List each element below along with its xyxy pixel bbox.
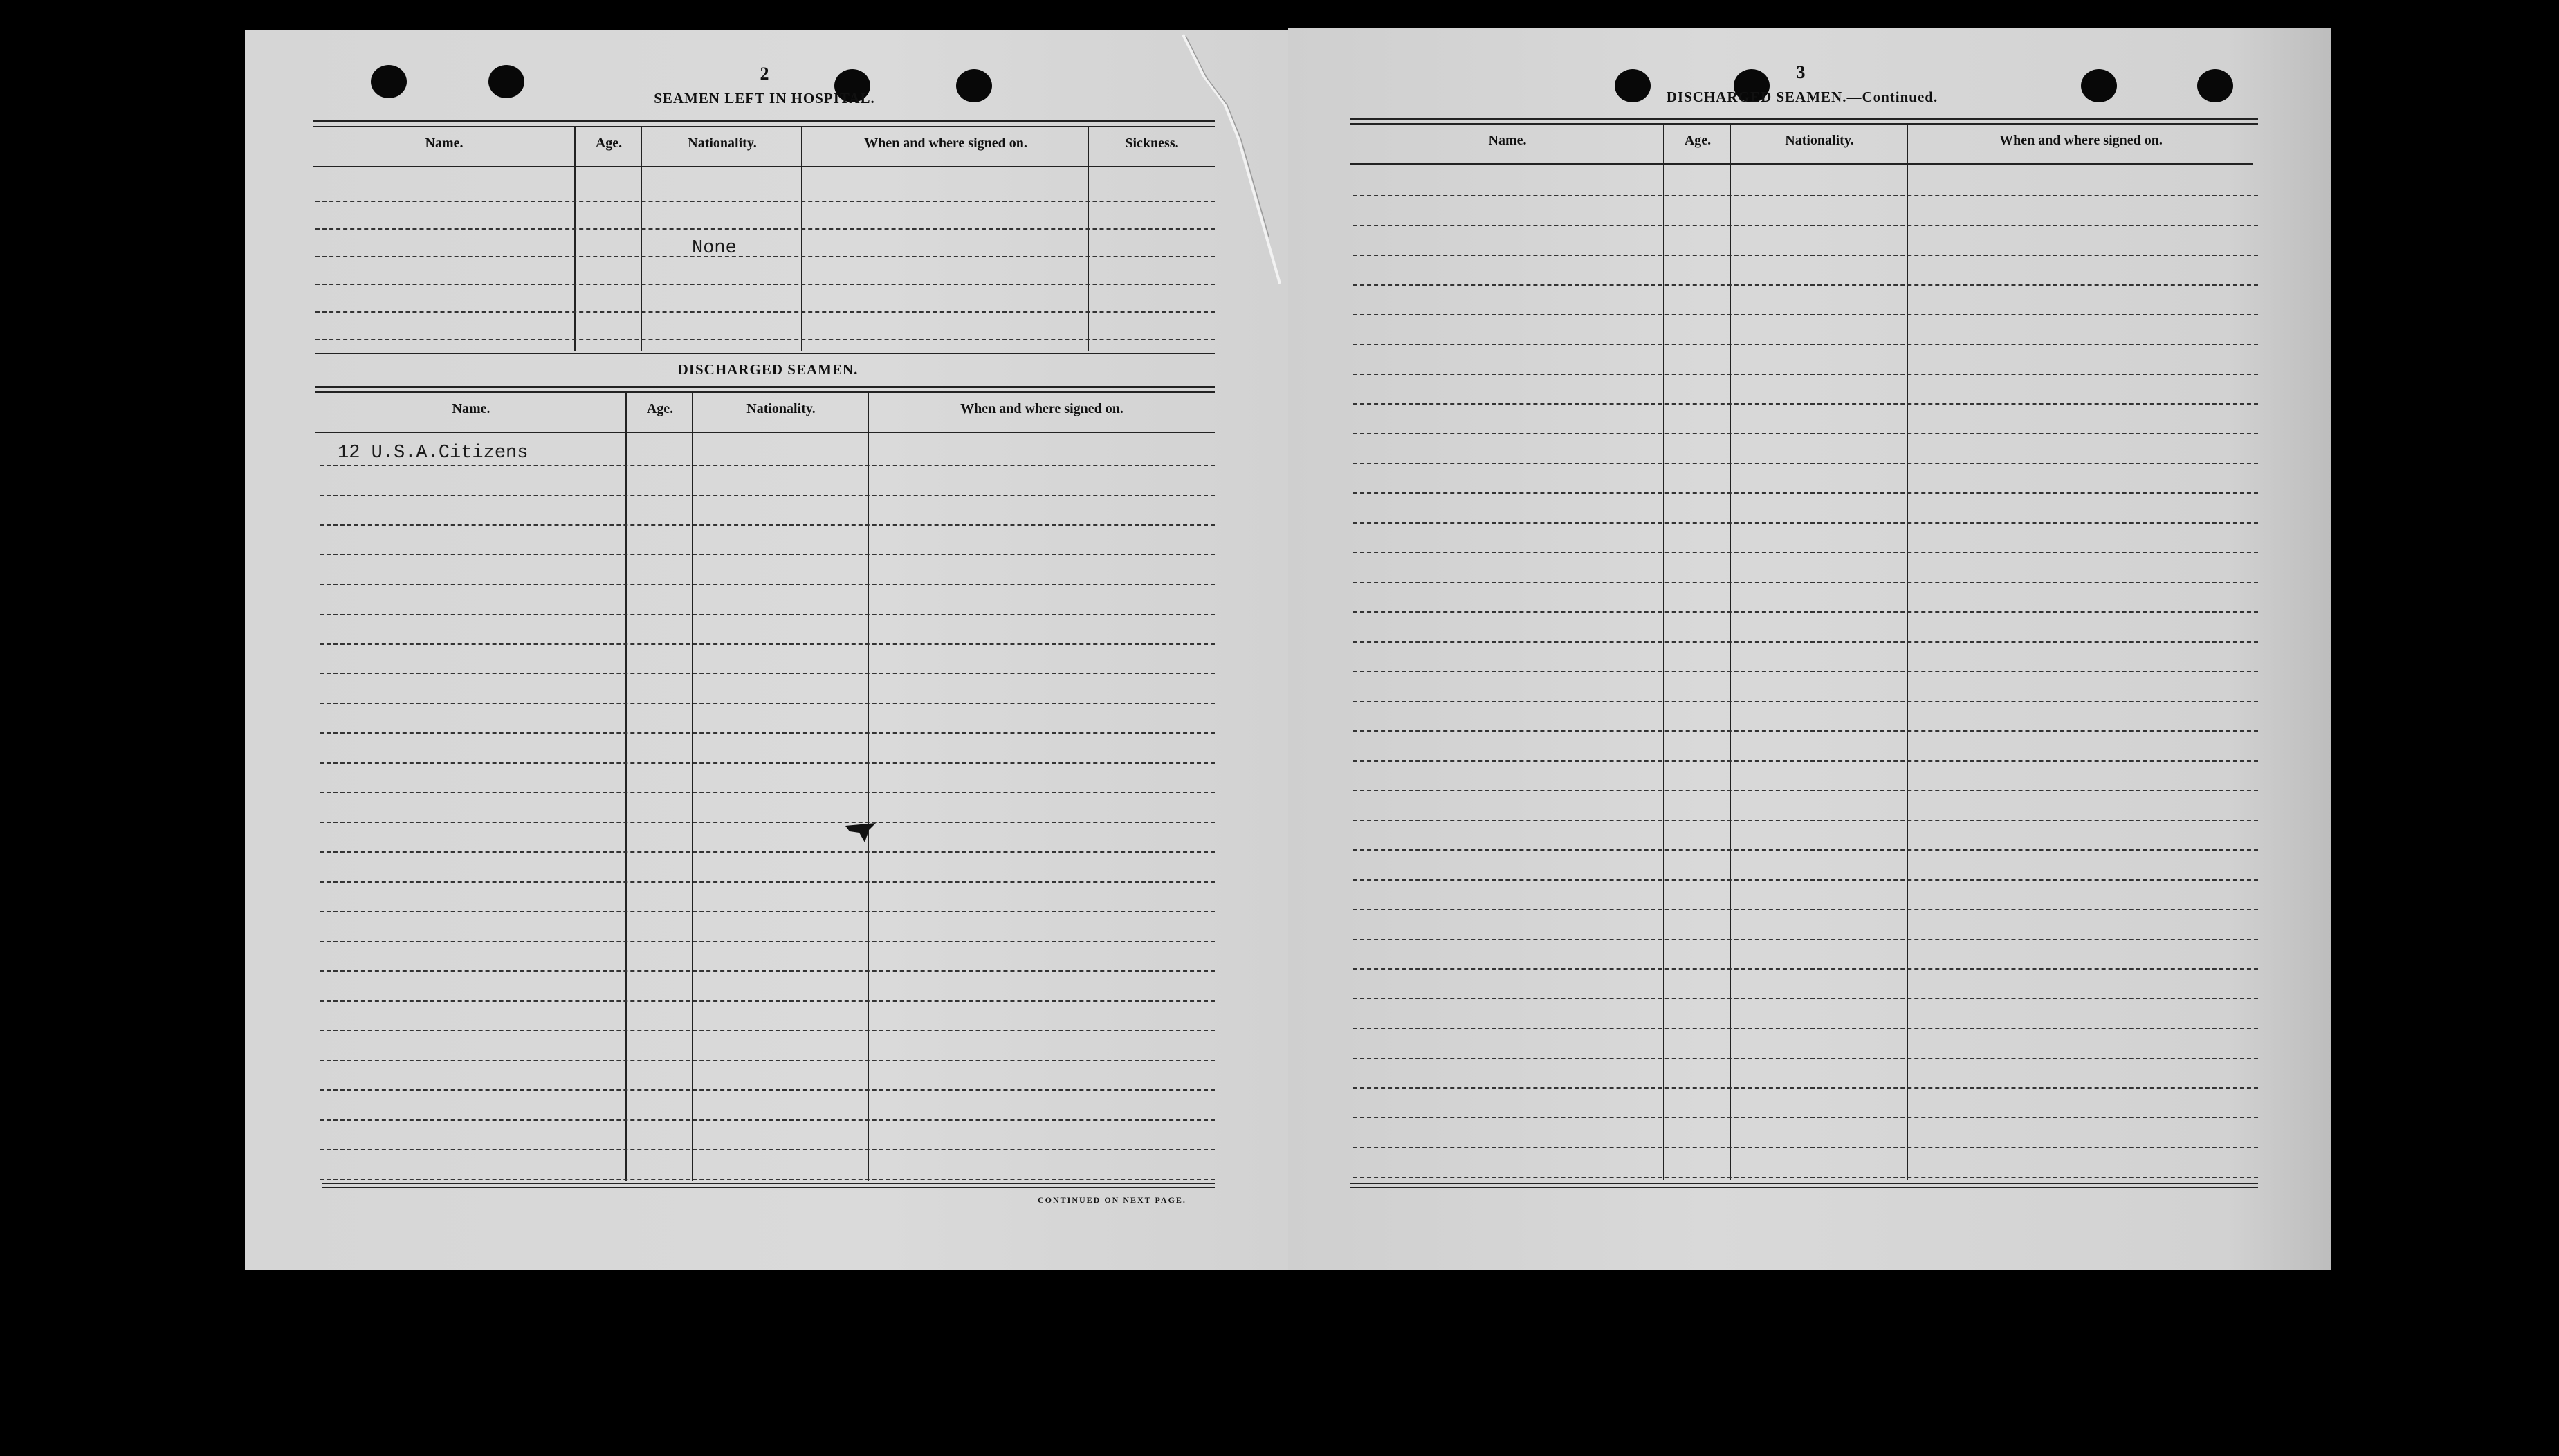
page-number: 3	[1796, 62, 1806, 82]
ruled-line	[1353, 433, 2258, 434]
column-header-nationality: Nationality.	[746, 401, 816, 416]
ruled-line	[315, 228, 1215, 230]
ruled-line	[1353, 225, 2258, 226]
column-divider	[1088, 126, 1089, 351]
ruled-line	[1353, 849, 2258, 851]
table-top-rule	[315, 391, 1215, 393]
column-divider	[1730, 123, 1731, 1180]
column-header-signed-on: When and where signed on.	[864, 136, 1027, 151]
ruled-line	[1353, 879, 2258, 881]
ruled-line	[1353, 1028, 2258, 1029]
ruled-line	[320, 584, 1215, 585]
punch-hole	[488, 65, 524, 98]
ruled-line	[1353, 968, 2258, 970]
column-divider	[625, 391, 627, 1181]
column-header-signed-on: When and where signed on.	[1999, 133, 2163, 148]
ruled-line	[320, 1179, 1215, 1180]
page-number: 2	[760, 64, 769, 84]
punch-hole	[2197, 69, 2233, 102]
ruled-line	[1353, 671, 2258, 672]
ruled-line	[1353, 611, 2258, 613]
ruled-line	[1353, 522, 2258, 524]
ruled-line	[1353, 374, 2258, 375]
ruled-line	[1353, 1117, 2258, 1118]
table-top-rule	[1350, 123, 2258, 125]
table-bottom-rule	[1350, 1183, 2258, 1184]
ruled-line	[320, 1149, 1215, 1150]
column-header-name: Name.	[452, 401, 490, 416]
column-divider	[1663, 123, 1664, 1180]
table-top-rule	[313, 120, 1215, 122]
ruled-line	[1353, 641, 2258, 643]
table-bottom-rule	[1350, 1187, 2258, 1188]
column-divider	[1907, 123, 1908, 1180]
ruled-line	[315, 256, 1215, 257]
ruled-line	[1353, 552, 2258, 553]
table-top-rule	[1350, 118, 2258, 120]
ruled-line	[1353, 730, 2258, 732]
ruled-line	[1353, 344, 2258, 345]
ruled-line	[1353, 790, 2258, 791]
ruled-line	[320, 524, 1215, 526]
ruled-line	[1353, 403, 2258, 405]
ruled-line	[1353, 582, 2258, 583]
header-bottom-rule	[313, 166, 1215, 167]
column-header-name: Name.	[425, 136, 464, 151]
ruled-line	[320, 465, 1215, 466]
column-divider	[574, 126, 576, 351]
ruled-line	[320, 851, 1215, 853]
ruled-line	[320, 643, 1215, 645]
column-header-age: Age.	[1684, 133, 1712, 148]
discharged-entry: 12 U.S.A.Citizens	[338, 443, 529, 463]
punch-hole	[956, 69, 992, 102]
ruled-line	[1353, 939, 2258, 940]
ruled-line	[1353, 195, 2258, 196]
ruled-line	[320, 495, 1215, 496]
table-bottom-rule	[322, 1187, 1215, 1188]
ruled-line	[320, 673, 1215, 674]
ruled-line	[320, 703, 1215, 704]
ruled-line	[1353, 463, 2258, 464]
ruled-line	[320, 732, 1215, 734]
column-divider	[641, 126, 642, 351]
punch-hole	[2081, 69, 2117, 102]
hospital-entry-none: None	[692, 238, 737, 259]
ruled-line	[1353, 1087, 2258, 1089]
section-rule	[315, 353, 1215, 354]
column-divider	[801, 126, 802, 351]
ruled-line	[1353, 492, 2258, 494]
ruled-line	[320, 762, 1215, 764]
column-header-age: Age.	[595, 136, 623, 151]
column-header-signed-on: When and where signed on.	[960, 401, 1123, 416]
ruled-line	[320, 881, 1215, 883]
ruled-line	[320, 1119, 1215, 1121]
ink-blot	[844, 820, 879, 845]
hospital-section-title: SEAMEN LEFT IN HOSPITAL.	[654, 90, 875, 107]
ruled-line	[320, 1089, 1215, 1091]
continued-note: CONTINUED ON NEXT PAGE.	[1038, 1195, 1186, 1205]
column-header-sickness: Sickness.	[1125, 136, 1179, 151]
ruled-line	[1353, 909, 2258, 910]
ruled-line	[320, 970, 1215, 972]
table-top-rule	[313, 126, 1215, 127]
column-header-nationality: Nationality.	[1785, 133, 1854, 148]
column-divider	[692, 391, 693, 1181]
ruled-line	[1353, 760, 2258, 762]
ruled-line	[1353, 255, 2258, 256]
column-divider	[868, 391, 869, 1181]
punch-hole	[371, 65, 407, 98]
header-bottom-rule	[1350, 163, 2253, 165]
column-header-age: Age.	[646, 401, 674, 416]
ruled-line	[315, 339, 1215, 340]
table-top-rule	[315, 386, 1215, 388]
ruled-line	[320, 1000, 1215, 1002]
ruled-line	[315, 284, 1215, 285]
discharged-continued-title: DISCHARGED SEAMEN.—Continued.	[1666, 89, 1938, 105]
ruled-line	[320, 1030, 1215, 1031]
left-page	[245, 30, 1288, 1270]
ruled-line	[315, 311, 1215, 313]
ruled-line	[320, 911, 1215, 912]
ruled-line	[320, 1060, 1215, 1061]
header-bottom-rule	[315, 432, 1215, 433]
ruled-line	[315, 201, 1215, 202]
column-header-nationality: Nationality.	[688, 136, 757, 151]
table-bottom-rule	[322, 1183, 1215, 1184]
right-page	[1288, 28, 2331, 1270]
ruled-line	[1353, 314, 2258, 315]
column-header-name: Name.	[1488, 133, 1527, 148]
ruled-line	[1353, 284, 2258, 286]
ruled-line	[320, 614, 1215, 615]
ruled-line	[1353, 701, 2258, 702]
discharged-section-title: DISCHARGED SEAMEN.	[677, 361, 859, 378]
ruled-line	[1353, 1058, 2258, 1059]
ruled-line	[320, 941, 1215, 942]
ruled-line	[1353, 998, 2258, 999]
ruled-line	[320, 554, 1215, 555]
ruled-line	[1353, 1177, 2258, 1178]
ruled-line	[320, 822, 1215, 823]
ruled-line	[1353, 1147, 2258, 1148]
ruled-line	[320, 792, 1215, 793]
ruled-line	[1353, 820, 2258, 821]
paper-tear	[1176, 28, 1301, 291]
